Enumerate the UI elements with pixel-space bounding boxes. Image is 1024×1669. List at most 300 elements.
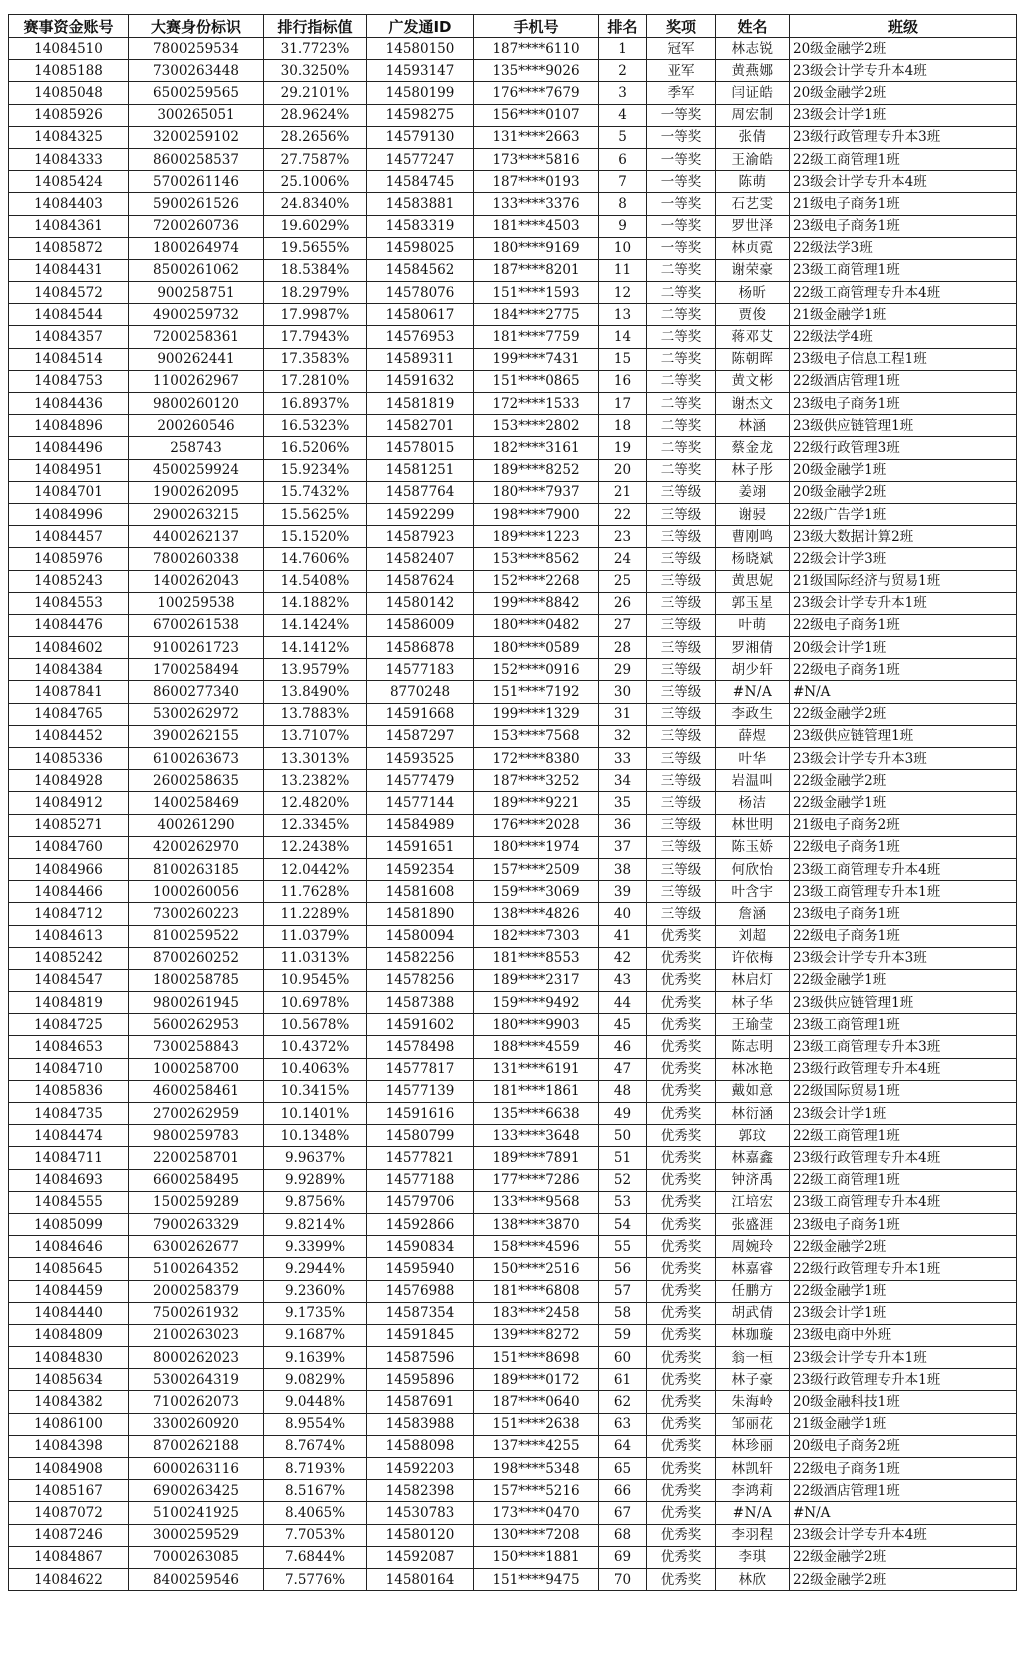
- cell-contest-id: 900262441: [129, 348, 264, 370]
- cell-account: 14084653: [9, 1036, 129, 1058]
- cell-account: 14084325: [9, 126, 129, 148]
- table-row: [9, 1413, 1017, 1435]
- cell-contest-id: 1100262967: [129, 370, 264, 392]
- table-row: [9, 881, 1017, 903]
- cell-ranking-value: 19.6029%: [264, 215, 367, 237]
- cell-name: 曹刚鸣: [716, 526, 790, 548]
- cell-award: 二等奖: [647, 326, 716, 348]
- table-row: [9, 1058, 1017, 1080]
- cell-phone: 189****2317: [474, 969, 599, 991]
- cell-account: 14084384: [9, 659, 129, 681]
- cell-class: 23级供应链管理1班: [790, 415, 1017, 437]
- cell-contest-id: 2900263215: [129, 503, 264, 525]
- cell-award: 三等级: [647, 725, 716, 747]
- cell-contest-id: 5300264319: [129, 1369, 264, 1391]
- cell-contest-id: 4500259924: [129, 459, 264, 481]
- cell-award: 优秀奖: [647, 1302, 716, 1324]
- cell-contest-id: 8500261062: [129, 259, 264, 281]
- cell-award: 二等奖: [647, 393, 716, 415]
- cell-name: 刘超: [716, 925, 790, 947]
- cell-phone: 150****2516: [474, 1258, 599, 1280]
- cell-gf-id: 14591632: [367, 370, 474, 392]
- cell-gf-id: 14577821: [367, 1147, 474, 1169]
- table-row: [9, 836, 1017, 858]
- cell-class: 23级行政管理专升本4班: [790, 1147, 1017, 1169]
- cell-gf-id: 14592087: [367, 1546, 474, 1568]
- cell-account: 14085836: [9, 1080, 129, 1102]
- cell-award: 优秀奖: [647, 1058, 716, 1080]
- cell-class: 22级广告学1班: [790, 503, 1017, 525]
- cell-name: 蔡金龙: [716, 437, 790, 459]
- cell-gf-id: 14576953: [367, 326, 474, 348]
- cell-award: 优秀奖: [647, 1125, 716, 1147]
- table-row: [9, 437, 1017, 459]
- cell-award: 优秀奖: [647, 1191, 716, 1213]
- cell-award: 优秀奖: [647, 1413, 716, 1435]
- cell-ranking-value: 9.8214%: [264, 1213, 367, 1235]
- header-row: [9, 15, 1017, 38]
- cell-class: 22级金融学1班: [790, 792, 1017, 814]
- cell-name: 薛煜: [716, 725, 790, 747]
- cell-contest-id: 3300260920: [129, 1413, 264, 1435]
- cell-phone: 199****1329: [474, 703, 599, 725]
- cell-class: 22级工商管理专升本4班: [790, 282, 1017, 304]
- header-ranking-value: 排行指标值: [264, 15, 367, 38]
- cell-account: 14084725: [9, 1014, 129, 1036]
- cell-contest-id: 5900261526: [129, 193, 264, 215]
- cell-name: 李鸿莉: [716, 1480, 790, 1502]
- cell-rank: 57: [599, 1280, 647, 1302]
- header-name: 姓名: [716, 15, 790, 38]
- cell-name: 石艺雯: [716, 193, 790, 215]
- cell-class: 23级会计学专升本4班: [790, 60, 1017, 82]
- cell-rank: 66: [599, 1480, 647, 1502]
- table-row: [9, 903, 1017, 925]
- cell-award: 一等奖: [647, 171, 716, 193]
- cell-contest-id: 3900262155: [129, 725, 264, 747]
- cell-phone: 157****2509: [474, 858, 599, 880]
- cell-gf-id: 14577247: [367, 148, 474, 170]
- cell-name: 黄文彬: [716, 370, 790, 392]
- cell-award: 优秀奖: [647, 1213, 716, 1235]
- cell-class: 23级会计学专升本3班: [790, 748, 1017, 770]
- cell-ranking-value: 24.8340%: [264, 193, 367, 215]
- cell-contest-id: 9800261945: [129, 992, 264, 1014]
- cell-contest-id: 7300260223: [129, 903, 264, 925]
- cell-phone: 176****7679: [474, 82, 599, 104]
- cell-account: 14085243: [9, 570, 129, 592]
- cell-ranking-value: 15.7432%: [264, 481, 367, 503]
- table-row: [9, 1258, 1017, 1280]
- cell-phone: 131****6191: [474, 1058, 599, 1080]
- cell-contest-id: 7900263329: [129, 1213, 264, 1235]
- cell-name: 黄燕娜: [716, 60, 790, 82]
- cell-rank: 2: [599, 60, 647, 82]
- cell-class: 22级法学3班: [790, 237, 1017, 259]
- cell-contest-id: 1400262043: [129, 570, 264, 592]
- cell-account: 14087246: [9, 1524, 129, 1546]
- cell-contest-id: 2000258379: [129, 1280, 264, 1302]
- cell-class: 23级会计学专升本4班: [790, 1524, 1017, 1546]
- cell-award: 优秀奖: [647, 1347, 716, 1369]
- cell-ranking-value: 13.3013%: [264, 748, 367, 770]
- table-row: [9, 481, 1017, 503]
- cell-award: 三等级: [647, 814, 716, 836]
- cell-ranking-value: 13.9579%: [264, 659, 367, 681]
- cell-account: 14084809: [9, 1324, 129, 1346]
- cell-name: #N/A: [716, 1502, 790, 1524]
- cell-ranking-value: 10.4063%: [264, 1058, 367, 1080]
- table-row: [9, 570, 1017, 592]
- cell-account: 14084457: [9, 526, 129, 548]
- table-row: [9, 592, 1017, 614]
- cell-contest-id: 1700258494: [129, 659, 264, 681]
- cell-phone: 189****9221: [474, 792, 599, 814]
- cell-class: 23级电子商务1班: [790, 1213, 1017, 1235]
- header-account: 赛事资金账号: [9, 15, 129, 38]
- cell-award: 优秀奖: [647, 1147, 716, 1169]
- cell-contest-id: 1900262095: [129, 481, 264, 503]
- cell-phone: 133****9568: [474, 1191, 599, 1213]
- table-row: [9, 171, 1017, 193]
- table-row: [9, 725, 1017, 747]
- cell-account: 14084711: [9, 1147, 129, 1169]
- cell-phone: 181****4503: [474, 215, 599, 237]
- cell-gf-id: 14584989: [367, 814, 474, 836]
- cell-account: 14085048: [9, 82, 129, 104]
- cell-contest-id: 2700262959: [129, 1103, 264, 1125]
- cell-award: 季军: [647, 82, 716, 104]
- cell-award: 优秀奖: [647, 1036, 716, 1058]
- table-row: [9, 1236, 1017, 1258]
- cell-ranking-value: 14.1412%: [264, 637, 367, 659]
- cell-contest-id: 200260546: [129, 415, 264, 437]
- table-row: [9, 748, 1017, 770]
- cell-rank: 18: [599, 415, 647, 437]
- cell-name: 林子豪: [716, 1369, 790, 1391]
- cell-rank: 13: [599, 304, 647, 326]
- cell-ranking-value: 14.1424%: [264, 614, 367, 636]
- cell-ranking-value: 28.2656%: [264, 126, 367, 148]
- cell-award: 二等奖: [647, 282, 716, 304]
- cell-phone: 139****8272: [474, 1324, 599, 1346]
- cell-phone: 189****7891: [474, 1147, 599, 1169]
- cell-rank: 58: [599, 1302, 647, 1324]
- cell-award: 三等级: [647, 592, 716, 614]
- cell-award: 优秀奖: [647, 1080, 716, 1102]
- cell-class: 22级金融学1班: [790, 969, 1017, 991]
- cell-name: 陈玉娇: [716, 836, 790, 858]
- cell-rank: 19: [599, 437, 647, 459]
- cell-ranking-value: 13.7107%: [264, 725, 367, 747]
- cell-account: 14084701: [9, 481, 129, 503]
- table-row: [9, 770, 1017, 792]
- cell-name: 钟济禹: [716, 1169, 790, 1191]
- cell-account: 14084466: [9, 881, 129, 903]
- cell-phone: 137****4255: [474, 1435, 599, 1457]
- cell-ranking-value: 18.5384%: [264, 259, 367, 281]
- cell-gf-id: 14587764: [367, 481, 474, 503]
- cell-class: 23级工商管理专升本4班: [790, 1191, 1017, 1213]
- table-row: [9, 415, 1017, 437]
- cell-rank: 33: [599, 748, 647, 770]
- cell-contest-id: 7100262073: [129, 1391, 264, 1413]
- cell-rank: 34: [599, 770, 647, 792]
- cell-account: 14085242: [9, 947, 129, 969]
- cell-phone: 180****9169: [474, 237, 599, 259]
- table-row: [9, 1435, 1017, 1457]
- cell-class: 22级电子商务1班: [790, 659, 1017, 681]
- cell-award: 三等级: [647, 503, 716, 525]
- table-row: [9, 503, 1017, 525]
- cell-account: 14084553: [9, 592, 129, 614]
- table-row: [9, 548, 1017, 570]
- cell-gf-id: 14580094: [367, 925, 474, 947]
- cell-gf-id: 14587388: [367, 992, 474, 1014]
- cell-award: 二等奖: [647, 370, 716, 392]
- table-row: [9, 459, 1017, 481]
- cell-rank: 69: [599, 1546, 647, 1568]
- cell-account: 14084333: [9, 148, 129, 170]
- cell-phone: 156****0107: [474, 104, 599, 126]
- cell-name: 林子彤: [716, 459, 790, 481]
- cell-account: 14087841: [9, 681, 129, 703]
- cell-class: 20级金融学1班: [790, 459, 1017, 481]
- cell-gf-id: 14598025: [367, 237, 474, 259]
- cell-gf-id: 14577144: [367, 792, 474, 814]
- cell-gf-id: 14591651: [367, 836, 474, 858]
- cell-award: 一等奖: [647, 215, 716, 237]
- table-row: [9, 614, 1017, 636]
- cell-award: 优秀奖: [647, 1258, 716, 1280]
- cell-contest-id: 2100263023: [129, 1324, 264, 1346]
- cell-ranking-value: 9.9289%: [264, 1169, 367, 1191]
- cell-award: 优秀奖: [647, 925, 716, 947]
- cell-class: 23级行政管理专升本4班: [790, 1058, 1017, 1080]
- cell-class: #N/A: [790, 1502, 1017, 1524]
- cell-award: 一等奖: [647, 237, 716, 259]
- table-row: [9, 348, 1017, 370]
- cell-rank: 23: [599, 526, 647, 548]
- cell-contest-id: 6500259565: [129, 82, 264, 104]
- cell-name: 江培宏: [716, 1191, 790, 1213]
- cell-rank: 51: [599, 1147, 647, 1169]
- cell-ranking-value: 7.6844%: [264, 1546, 367, 1568]
- cell-phone: 187****8201: [474, 259, 599, 281]
- cell-phone: 151****0865: [474, 370, 599, 392]
- cell-name: 郭玉星: [716, 592, 790, 614]
- cell-rank: 29: [599, 659, 647, 681]
- cell-award: 优秀奖: [647, 1014, 716, 1036]
- cell-account: 14084966: [9, 858, 129, 880]
- cell-rank: 68: [599, 1524, 647, 1546]
- cell-contest-id: 5300262972: [129, 703, 264, 725]
- cell-phone: 130****7208: [474, 1524, 599, 1546]
- cell-ranking-value: 30.3250%: [264, 60, 367, 82]
- cell-name: 林子华: [716, 992, 790, 1014]
- table-row: [9, 925, 1017, 947]
- cell-award: 优秀奖: [647, 1280, 716, 1302]
- cell-name: 林涵: [716, 415, 790, 437]
- table-row: [9, 282, 1017, 304]
- cell-rank: 53: [599, 1191, 647, 1213]
- table-row: [9, 1502, 1017, 1524]
- cell-name: 朱海岭: [716, 1391, 790, 1413]
- cell-award: 一等奖: [647, 193, 716, 215]
- table-row: [9, 814, 1017, 836]
- cell-rank: 8: [599, 193, 647, 215]
- table-row: [9, 1169, 1017, 1191]
- cell-name: 李琪: [716, 1546, 790, 1568]
- cell-class: 22级金融学2班: [790, 770, 1017, 792]
- cell-rank: 14: [599, 326, 647, 348]
- cell-account: 14085188: [9, 60, 129, 82]
- cell-gf-id: 14577479: [367, 770, 474, 792]
- cell-contest-id: 7300258843: [129, 1036, 264, 1058]
- cell-gf-id: 14581819: [367, 393, 474, 415]
- table-row: [9, 1568, 1017, 1590]
- cell-name: 林衍涵: [716, 1103, 790, 1125]
- cell-rank: 9: [599, 215, 647, 237]
- cell-phone: 181****6808: [474, 1280, 599, 1302]
- table-row: [9, 659, 1017, 681]
- cell-rank: 20: [599, 459, 647, 481]
- cell-phone: 152****2268: [474, 570, 599, 592]
- cell-account: 14084896: [9, 415, 129, 437]
- table-row: [9, 1125, 1017, 1147]
- cell-ranking-value: 11.7628%: [264, 881, 367, 903]
- cell-rank: 5: [599, 126, 647, 148]
- cell-ranking-value: 19.5655%: [264, 237, 367, 259]
- cell-rank: 59: [599, 1324, 647, 1346]
- cell-rank: 37: [599, 836, 647, 858]
- cell-account: 14084382: [9, 1391, 129, 1413]
- cell-class: 22级金融学2班: [790, 1236, 1017, 1258]
- cell-rank: 28: [599, 637, 647, 659]
- cell-rank: 24: [599, 548, 647, 570]
- cell-rank: 11: [599, 259, 647, 281]
- table-row: [9, 393, 1017, 415]
- cell-name: 谢骎: [716, 503, 790, 525]
- cell-award: 三等级: [647, 637, 716, 659]
- cell-gf-id: 14595940: [367, 1258, 474, 1280]
- cell-class: 22级行政管理专升本1班: [790, 1258, 1017, 1280]
- cell-phone: 151****9475: [474, 1568, 599, 1590]
- cell-phone: 153****7568: [474, 725, 599, 747]
- cell-phone: 187****3252: [474, 770, 599, 792]
- cell-account: 14085271: [9, 814, 129, 836]
- cell-award: 优秀奖: [647, 1103, 716, 1125]
- cell-name: 闫证皓: [716, 82, 790, 104]
- cell-account: 14084710: [9, 1058, 129, 1080]
- cell-award: 三等级: [647, 748, 716, 770]
- cell-phone: 189****0172: [474, 1369, 599, 1391]
- cell-name: 林珍丽: [716, 1435, 790, 1457]
- cell-rank: 12: [599, 282, 647, 304]
- cell-ranking-value: 9.1687%: [264, 1324, 367, 1346]
- cell-class: 23级工商管理1班: [790, 259, 1017, 281]
- cell-account: 14084908: [9, 1458, 129, 1480]
- cell-class: 20级金融学2班: [790, 38, 1017, 60]
- cell-rank: 38: [599, 858, 647, 880]
- cell-class: 20级金融科技1班: [790, 1391, 1017, 1413]
- cell-name: 杨晓斌: [716, 548, 790, 570]
- cell-account: 14086100: [9, 1413, 129, 1435]
- cell-ranking-value: 11.0379%: [264, 925, 367, 947]
- cell-account: 14085336: [9, 748, 129, 770]
- table-row: [9, 1014, 1017, 1036]
- cell-rank: 35: [599, 792, 647, 814]
- table-row: [9, 237, 1017, 259]
- table-row: [9, 304, 1017, 326]
- cell-phone: 176****2028: [474, 814, 599, 836]
- table-row: [9, 703, 1017, 725]
- cell-phone: 188****4559: [474, 1036, 599, 1058]
- table-row: [9, 82, 1017, 104]
- cell-phone: 181****7759: [474, 326, 599, 348]
- cell-contest-id: 6000263116: [129, 1458, 264, 1480]
- cell-phone: 173****5816: [474, 148, 599, 170]
- cell-contest-id: 9800259783: [129, 1125, 264, 1147]
- cell-rank: 63: [599, 1413, 647, 1435]
- cell-name: 岩温叫: [716, 770, 790, 792]
- cell-phone: 199****8842: [474, 592, 599, 614]
- cell-rank: 36: [599, 814, 647, 836]
- cell-contest-id: 100259538: [129, 592, 264, 614]
- cell-name: 王瑜莹: [716, 1014, 790, 1036]
- cell-rank: 6: [599, 148, 647, 170]
- cell-gf-id: 14592203: [367, 1458, 474, 1480]
- cell-ranking-value: 11.2289%: [264, 903, 367, 925]
- cell-gf-id: 8770248: [367, 681, 474, 703]
- cell-gf-id: 14587624: [367, 570, 474, 592]
- cell-name: 林冰艳: [716, 1058, 790, 1080]
- cell-name: 林世明: [716, 814, 790, 836]
- cell-name: 陈志明: [716, 1036, 790, 1058]
- cell-gf-id: 14581251: [367, 459, 474, 481]
- cell-class: 20级金融学2班: [790, 481, 1017, 503]
- cell-class: 22级电子商务1班: [790, 1458, 1017, 1480]
- cell-account: 14084440: [9, 1302, 129, 1324]
- cell-gf-id: 14586009: [367, 614, 474, 636]
- cell-account: 14084712: [9, 903, 129, 925]
- cell-ranking-value: 12.3345%: [264, 814, 367, 836]
- cell-class: 23级工商管理1班: [790, 1014, 1017, 1036]
- cell-name: 李羽程: [716, 1524, 790, 1546]
- cell-gf-id: 14592866: [367, 1213, 474, 1235]
- cell-phone: 172****8380: [474, 748, 599, 770]
- cell-award: 优秀奖: [647, 1324, 716, 1346]
- cell-award: 一等奖: [647, 126, 716, 148]
- table-row: [9, 1480, 1017, 1502]
- cell-gf-id: 14587691: [367, 1391, 474, 1413]
- cell-account: 14084431: [9, 259, 129, 281]
- cell-class: 22级金融学1班: [790, 1280, 1017, 1302]
- cell-phone: 189****1223: [474, 526, 599, 548]
- cell-name: 林启灯: [716, 969, 790, 991]
- cell-ranking-value: 14.1882%: [264, 592, 367, 614]
- table-row: [9, 792, 1017, 814]
- cell-gf-id: 14578015: [367, 437, 474, 459]
- cell-ranking-value: 14.5408%: [264, 570, 367, 592]
- cell-phone: 187****0640: [474, 1391, 599, 1413]
- cell-contest-id: 7300263448: [129, 60, 264, 82]
- cell-contest-id: 258743: [129, 437, 264, 459]
- cell-name: 林珈璇: [716, 1324, 790, 1346]
- cell-ranking-value: 13.8490%: [264, 681, 367, 703]
- cell-contest-id: 4600258461: [129, 1080, 264, 1102]
- cell-gf-id: 14576988: [367, 1280, 474, 1302]
